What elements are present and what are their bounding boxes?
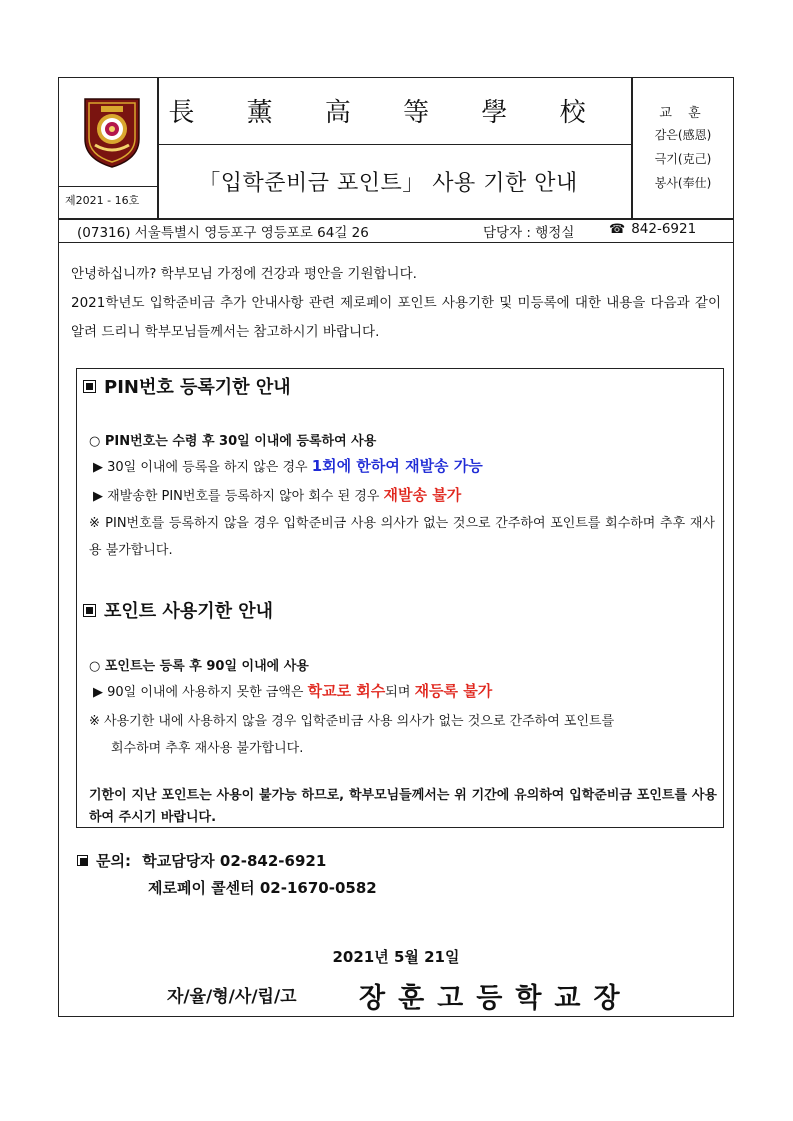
section2-item1-mid: 되며 [385, 685, 411, 700]
section2-item1-highlight2: 재등록 불가 [414, 682, 493, 700]
school-name: 長 薰 高 等 學 校 [168, 98, 608, 128]
section2-main: ○ 포인트는 등록 후 90일 이내에 사용 [89, 659, 309, 674]
motto-title: 교 훈 [659, 106, 707, 121]
section2-item1 [93, 680, 492, 701]
section2-item1-highlight1: 학교로 회수 [307, 682, 386, 700]
section2-note-line2: 회수하며 추후 재사용 불가합니다. [111, 741, 304, 756]
motto-item-3: 봉사(奉仕) [654, 176, 712, 190]
telephone-icon: ☎ [609, 222, 626, 237]
document-title: 「입학준비금 포인트」 사용 기한 안내 [198, 171, 578, 196]
school-address: (07316) 서울특별시 영등포구 영등포로 64길 26 [77, 225, 369, 241]
section1-item2-highlight: 재발송 불가 [383, 486, 462, 504]
document-frame [58, 77, 734, 1017]
intro-paragraph: 2021학년도 입학준비금 추가 안내사항 관련 제로페이 포인트 사용기한 및 미등록에 대한 내용을 다음과 같이 알려 드리니 학부모님들께서는 참고하시기 바랍니다. [71, 295, 721, 340]
school-type: 자/율/형/사/립/고 [167, 987, 297, 1007]
section2-heading-text: 포인트 사용기한 안내 [104, 601, 274, 622]
principal-signatory: 장훈고등학교장 [359, 983, 633, 1014]
section1-main: ○ PIN번호는 수령 후 30일 이내에 등록하여 사용 [89, 434, 377, 449]
section1-item1-text: 30일 이내에 등록을 하지 않은 경우 [107, 460, 308, 475]
section1-item1 [93, 455, 483, 476]
doc-number-line [59, 186, 157, 187]
address-bottom-line [59, 242, 733, 243]
section2-note-line1: ※ 사용기한 내에 사용하지 않을 경우 입학준비금 사용 의사가 없는 것으로 간주하여 포인트를 [89, 714, 615, 729]
header-bottom-line [59, 218, 733, 220]
triangle-bullet-icon: ▶ [93, 489, 103, 504]
square-bullet-icon [77, 855, 88, 866]
square-bullet-icon [83, 604, 96, 617]
phone-number [609, 221, 696, 237]
closing-remark: 기한이 지난 포인트는 사용이 불가능 하므로, 학부모님들께서는 위 기간에 유의하여 입학준비금 포인트를 사용하여 주시기 바랍니다. [89, 788, 717, 825]
section1-note: ※ PIN번호를 등록하지 않을 경우 입학준비금 사용 의사가 없는 것으로 간주하여 포인트를 회수하며 추후 재사용 불가합니다. [89, 516, 715, 558]
school-emblem [81, 95, 143, 169]
phone-value: 842-6921 [631, 221, 697, 237]
notice-box [76, 368, 724, 828]
document-number: 제2021 - 16호 [65, 194, 140, 207]
inquiry-label: 문의: [96, 852, 131, 870]
header-mid-line [157, 144, 631, 145]
section1-heading [83, 373, 291, 399]
section1-item1-highlight: 1회에 한하여 재발송 가능 [311, 457, 483, 475]
triangle-bullet-icon: ▶ [93, 460, 103, 475]
motto-item-1: 감은(感恩) [654, 128, 712, 142]
square-bullet-icon [83, 380, 96, 393]
section1-item2-text: 재발송한 PIN번호를 등록하지 않아 회수 된 경우 [107, 489, 380, 504]
section1-heading-text: PIN번호 등록기한 안내 [104, 377, 291, 398]
section2-heading [83, 597, 273, 623]
contact-person: 담당자 : 행정실 [483, 225, 575, 241]
inquiry-line2: 제로페이 콜센터 02-1670-0582 [148, 879, 377, 897]
section2-item1-text: 90일 이내에 사용하지 못한 금액은 [107, 685, 304, 700]
section1-item2 [93, 484, 461, 505]
greeting: 안녕하십니까? 학부모님 가정에 건강과 평안을 기원합니다. [71, 266, 417, 282]
header-divider-right [631, 78, 633, 218]
inquiry-line1 [77, 850, 326, 871]
inquiry-school-contact: 학교담당자 02-842-6921 [142, 852, 327, 870]
motto-item-2: 극기(克己) [654, 152, 712, 166]
triangle-bullet-icon: ▶ [93, 685, 103, 700]
issue-date: 2021년 5월 21일 [332, 948, 460, 966]
